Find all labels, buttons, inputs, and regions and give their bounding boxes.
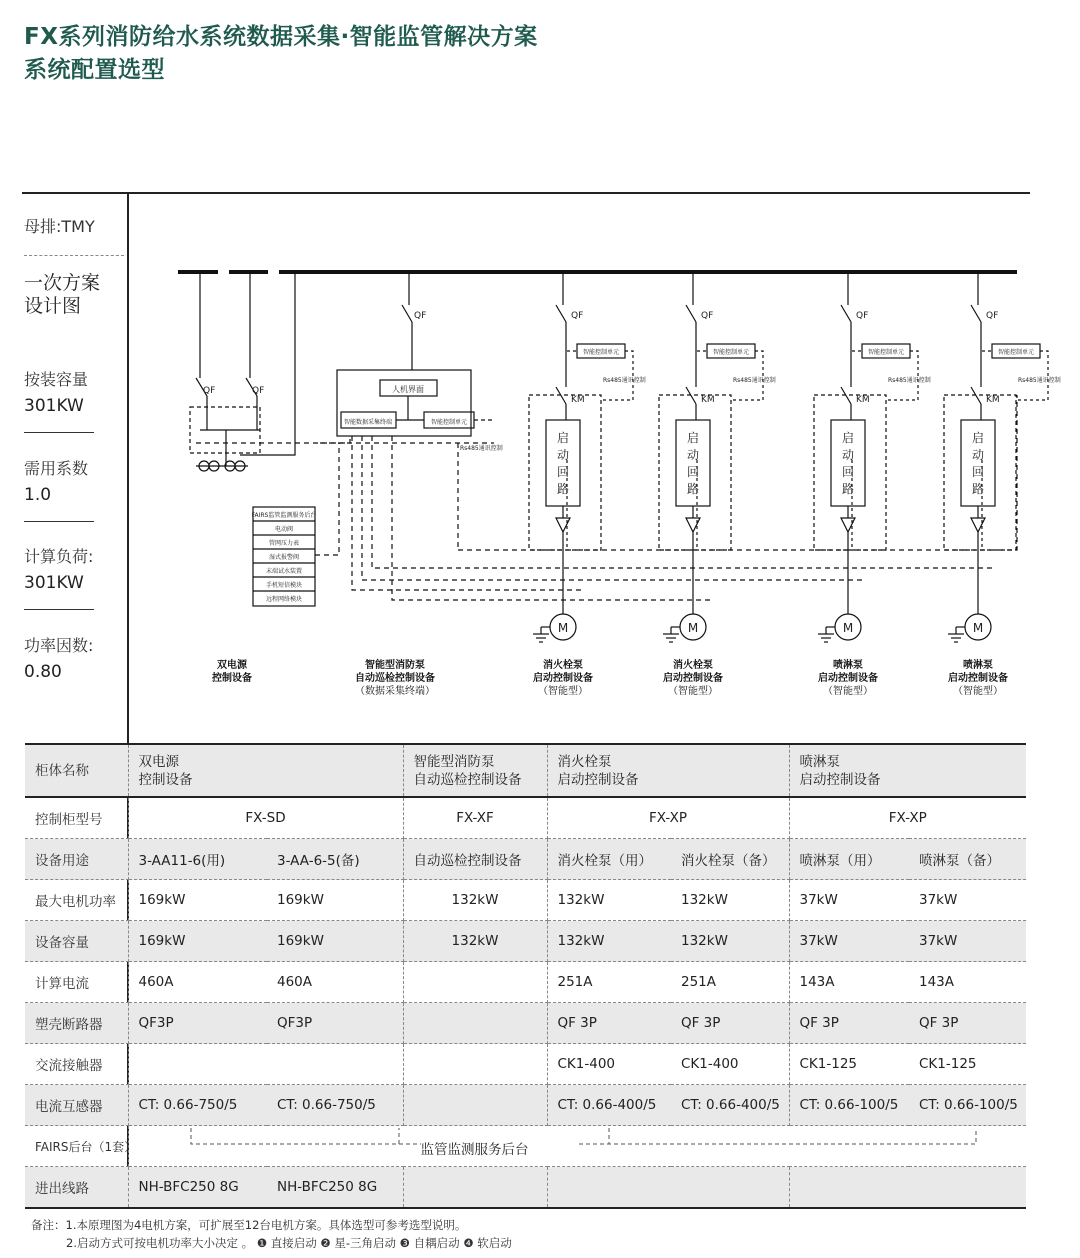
demand-label: 需用系数 [24,459,89,478]
header-line: 自动巡检控制设备 [413,771,522,788]
table-cell: 37kW [909,880,1026,921]
table-cell: FX-SD [128,797,403,839]
scheme-label-1: 一次方案 [24,272,101,294]
row-label: 塑壳断路器 [25,1003,128,1044]
table-cell: 132kW [403,921,547,962]
cabinet-label: （智能型） [538,686,588,697]
table-row [25,1126,1026,1167]
qf-label: QF [701,311,714,321]
table-cell: 251A [671,962,789,1003]
notes [31,1216,512,1252]
cabinet-label: 自动巡检控制设备 [355,673,435,684]
cabinet-label: 智能型消防泵 [365,660,425,671]
table-cell [403,962,547,1003]
fairs-panel-item: 湿式报警阀 [268,554,300,561]
fairs-text: 监管监测服务后台 [420,1142,529,1158]
row-label: 最大电机功率 [25,880,128,921]
pf-label: 功率因数: [24,636,94,655]
table-cell [403,1085,547,1126]
fairs-panel-item: 末端试水装置 [265,568,303,575]
qf-label: QF [414,311,427,321]
header-line: 控制设备 [138,771,193,788]
qf-label: QF [252,386,265,396]
table-cell: 251A [547,962,671,1003]
ct-symbol [556,518,570,532]
installed-value: 301KW [24,396,84,416]
scheme-label-2: 设计图 [24,295,82,317]
table-cell: CT: 0.66-750/5 [128,1085,267,1126]
table-cell [403,1167,547,1209]
table-cell: 3-AA11-6(用) [128,839,267,880]
table-cell: 169kW [267,921,403,962]
row-label: 设备容量 [25,921,128,962]
fairs-panel-item: 电动阀 [274,526,294,533]
ct-symbol [971,518,985,532]
header-line: 启动控制设备 [799,771,881,788]
table-row [25,1044,1026,1085]
table-row [25,962,1026,1003]
start-loop-char: 回 [686,465,700,479]
table-cell: 169kW [128,880,267,921]
row-label: 计算电流 [25,962,128,1003]
fairs-cell [128,1126,1026,1167]
row-label: FAIRS后台（1套） [25,1126,128,1167]
load-label: 计算负荷: [24,547,94,566]
table-cell: 143A [789,962,909,1003]
control-bus [458,395,1017,550]
table-cell: CT: 0.66-400/5 [547,1085,671,1126]
cabinet-label: （智能型） [953,686,1003,697]
rs485-label: Rs485通讯控制 [460,445,503,452]
table-cell: 喷淋泵（用） [789,839,909,880]
load-value: 301KW [24,573,84,593]
table-cell: QF 3P [789,1003,909,1044]
header-cell [789,744,1026,797]
table-cell [671,1167,789,1209]
table-cell: FX-XP [547,797,789,839]
motor-label: M [972,621,984,635]
start-loop-char: 路 [556,482,570,496]
table-cell: 143A [909,962,1026,1003]
table-row [25,797,1026,839]
km-label: KM [856,395,870,405]
note-line-1: 备注：1.本原理图为4电机方案，可扩展至12台电机方案。具体选型可参考选型说明。 [31,1218,467,1232]
header-line: 启动控制设备 [557,771,639,788]
breaker-switch [556,305,566,322]
control-unit-label: 智能控制单元 [582,349,620,356]
start-loop-char: 路 [686,482,700,496]
start-loop-char: 回 [556,465,570,479]
header-line: 智能型消防泵 [413,753,495,770]
qf-label: QF [856,311,869,321]
table-cell [267,1044,403,1085]
cabinet-label: 双电源 [217,660,247,671]
table-cell: QF 3P [909,1003,1026,1044]
header-line: 喷淋泵 [799,753,840,770]
table-cell: 消火栓泵（用） [547,839,671,880]
table-cell [547,1167,671,1209]
cabinet-label: 消火栓泵 [543,660,583,671]
km-label: KM [571,395,585,405]
control-unit-label: 智能控制单元 [712,349,750,356]
table-cell: QF3P [267,1003,403,1044]
header-cell [128,744,403,797]
table-cell [909,1167,1026,1209]
fairs-panel-item: 管网压力表 [268,540,300,547]
cabinet-label: 启动控制设备 [948,673,1008,684]
table-cell: CT: 0.66-100/5 [909,1085,1026,1126]
rs485-label: Rs485通讯控制 [733,377,776,384]
fairs-panel-item: 手机短信模块 [265,582,303,589]
table-cell: 自动巡检控制设备 [403,839,547,880]
table-cell: 169kW [267,880,403,921]
motor-label: M [687,621,699,635]
table-cell: QF 3P [547,1003,671,1044]
cabinet-label: 启动控制设备 [818,673,878,684]
hmi-label: 人机界面 [392,385,424,394]
start-loop-char: 动 [841,448,855,462]
table-cell: 132kW [403,880,547,921]
table-cell: CK1-125 [789,1044,909,1085]
cabinet-label: 消火栓泵 [673,660,713,671]
cabinet-label: 控制设备 [212,673,252,684]
cabinet-label: 启动控制设备 [533,673,593,684]
table-cell [128,1044,267,1085]
table-cell: CT: 0.66-400/5 [671,1085,789,1126]
control-unit-label: 智能控制单元 [867,349,905,356]
cabinet-label: （智能型） [823,686,873,697]
qf-label: QF [986,311,999,321]
cabinet-label: 喷淋泵 [833,660,863,671]
control-unit-label: 智能控制单元 [430,419,468,426]
header-cell [403,744,547,797]
row-label: 进出线路 [25,1167,128,1209]
start-loop-char: 动 [686,448,700,462]
installed-label: 按装容量 [24,370,89,389]
ct-symbol [841,518,855,532]
table-row [25,880,1026,921]
breaker-switch [841,305,851,322]
table-cell: CT: 0.66-100/5 [789,1085,909,1126]
table-row [25,839,1026,880]
table-cell: QF 3P [671,1003,789,1044]
rs485-label: Rs485通讯控制 [1018,377,1061,384]
table-cell: 喷淋泵（备） [909,839,1026,880]
km-label: KM [986,395,1000,405]
km-label: KM [701,395,715,405]
pf-value: 0.80 [24,662,62,682]
table-cell: FX-XF [403,797,547,839]
table-cell [789,1167,909,1209]
table-cell: 132kW [547,921,671,962]
table-cell: 132kW [671,921,789,962]
table-cell: 460A [267,962,403,1003]
table-cell: CK1-125 [909,1044,1026,1085]
table-row [25,744,1026,797]
cabinet-label: 喷淋泵 [963,660,993,671]
table-cell: 消火栓泵（备） [671,839,789,880]
table-cell [403,1044,547,1085]
table-cell: 37kW [789,880,909,921]
rs485-label: Rs485通讯控制 [888,377,931,384]
table-cell: 3-AA-6-5(备) [267,839,403,880]
row-label: 电流互感器 [25,1085,128,1126]
qf-label: QF [571,311,584,321]
start-loop-char: 回 [841,465,855,479]
demand-value: 1.0 [24,485,52,505]
motor-label: M [557,621,569,635]
cabinet-label: 启动控制设备 [663,673,723,684]
rs485-label: Rs485通讯控制 [603,377,646,384]
start-loop-char: 启 [556,431,570,445]
table-cell: 169kW [128,921,267,962]
start-loop-char: 动 [971,448,985,462]
row-label: 控制柜型号 [25,797,128,839]
motor-label: M [842,621,854,635]
data-unit-label: 智能数据采集终端 [343,419,393,426]
busbar-label: 母排:TMY [24,217,95,236]
table-cell: CT: 0.66-750/5 [267,1085,403,1126]
start-loop-char: 路 [841,482,855,496]
table-cell: 37kW [789,921,909,962]
breaker-switch [971,305,981,322]
row-label: 柜体名称 [25,744,128,797]
header-cell [547,744,789,797]
row-label: 设备用途 [25,839,128,880]
start-loop-char: 路 [971,482,985,496]
table-cell: FX-XP [789,797,1026,839]
ct-symbol [686,518,700,532]
control-unit-label: 智能控制单元 [997,349,1035,356]
table-cell: 37kW [909,921,1026,962]
fairs-bracket [129,1126,1027,1166]
start-loop-char: 动 [556,448,570,462]
table-row [25,921,1026,962]
table-cell: CK1-400 [547,1044,671,1085]
header-line: 消火栓泵 [557,753,612,770]
config-table [25,743,1026,1209]
start-loop-char: 启 [841,431,855,445]
table-cell: CK1-400 [671,1044,789,1085]
breaker-switch [686,305,696,322]
table-cell: QF3P [128,1003,267,1044]
table-row [25,1167,1026,1209]
start-loop-char: 启 [971,431,985,445]
table-cell [403,1003,547,1044]
start-loop-char: 回 [971,465,985,479]
fairs-panel-item: 远程网络模块 [265,596,303,603]
table-cell: NH-BFC250 8G [128,1167,267,1209]
header-line: 双电源 [138,753,179,770]
cabinet-label: （数据采集终端） [355,686,435,697]
start-loop-char: 启 [686,431,700,445]
table-cell: NH-BFC250 8G [267,1167,403,1209]
table-cell: 460A [128,962,267,1003]
row-label: 交流接触器 [25,1044,128,1085]
page-subtitle: 系统配置选型 [24,57,165,83]
fairs-panel-item: FAIRS监管监测服务后台 [251,512,317,519]
table-row [25,1085,1026,1126]
page-title: FX系列消防给水系统数据采集·智能监管解决方案 [24,24,538,50]
table-cell: 132kW [671,880,789,921]
table-row [25,1003,1026,1044]
table-cell: 132kW [547,880,671,921]
qf-label: QF [203,386,216,396]
cabinet-label: （智能型） [668,686,718,697]
note-line-2: 2.启动方式可按电机功率大小决定 。 ❶ 直接启动 ❷ 星-三角启动 ❸ 自耦启动 ❹ 软启动 [66,1236,512,1250]
